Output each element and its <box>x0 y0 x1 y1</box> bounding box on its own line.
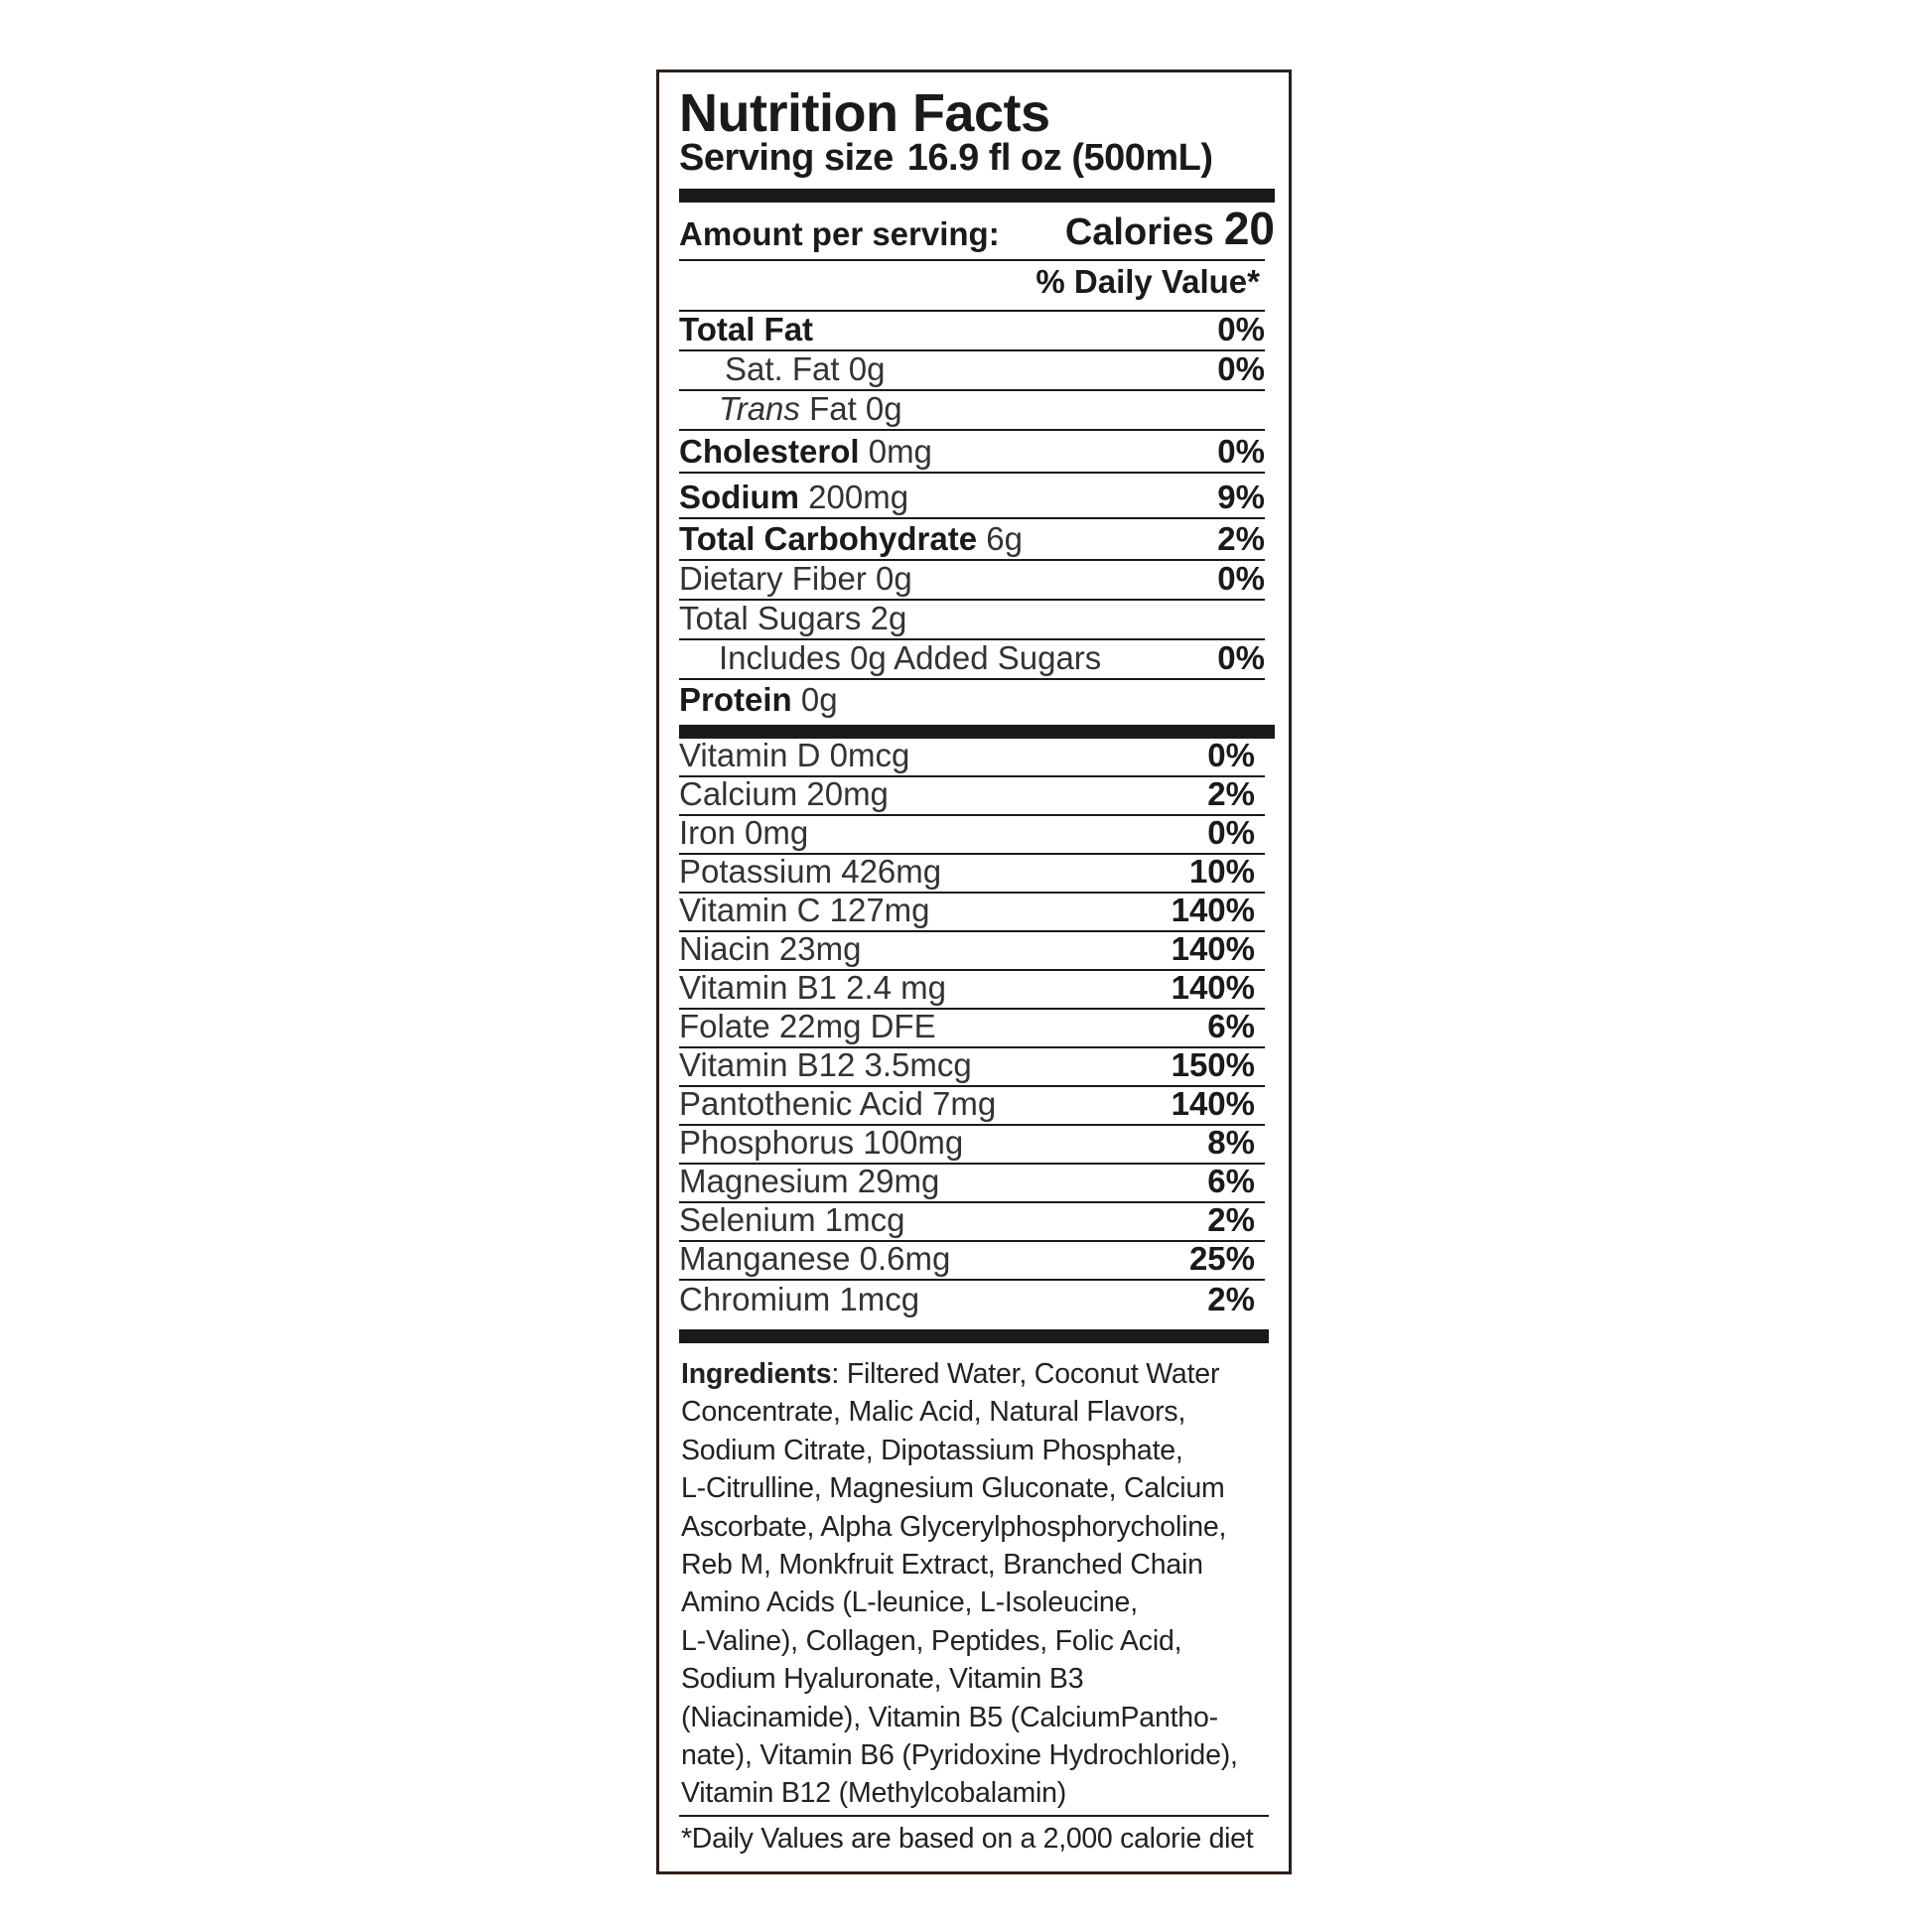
nutrient-row-cholesterol <box>679 431 1265 474</box>
ingredients-text <box>681 1355 1277 1813</box>
daily-value-footnote: *Daily Values are based on a 2,000 calorie diet <box>681 1823 1254 1855</box>
nutrient-row-added-sugars <box>679 640 1265 680</box>
nutrient-amount: Fat 0g <box>799 390 902 428</box>
vitamin-pct: 0% <box>1207 814 1255 852</box>
ingredients-line: Sodium Citrate, Dipotassium Phosphate, <box>681 1434 1183 1466</box>
vitamin-name: Pantothenic Acid 7mg <box>679 1085 997 1123</box>
vitamin-row <box>679 1126 1265 1165</box>
nutrient-amount: 6g <box>977 520 1023 558</box>
ingredients-line: Ascorbate, Alpha Glycerylphosphorycholine, <box>681 1510 1227 1543</box>
nutrient-row-dietary-fiber <box>679 561 1265 601</box>
vitamin-row <box>679 1048 1265 1087</box>
ingredients-line: Sodium Hyaluronate, Vitamin B3 <box>681 1663 1084 1696</box>
ingredients-line: nate), Vitamin B6 (Pyridoxine Hydrochloride), <box>681 1739 1238 1772</box>
vitamin-name: Vitamin C 127mg <box>679 892 930 929</box>
vitamin-name: Chromium 1mcg <box>679 1281 920 1318</box>
vitamin-pct: 140% <box>1171 1085 1255 1123</box>
vitamin-row <box>679 932 1265 971</box>
vitamin-name: Potassium 426mg <box>679 853 942 891</box>
vitamin-name: Vitamin B1 2.4 mg <box>679 969 947 1007</box>
vitamin-name: Iron 0mg <box>679 814 809 852</box>
vitamin-pct: 2% <box>1207 1201 1255 1239</box>
vitamin-row <box>679 971 1265 1010</box>
nutrient-name: Sat. Fat 0g <box>725 350 886 388</box>
divider <box>679 259 1265 261</box>
vitamin-name: Folate 22mg DFE <box>679 1008 936 1045</box>
serving-size <box>679 138 1213 180</box>
ingredients-line: L-Valine), Collagen, Peptides, Folic Acid, <box>681 1624 1182 1657</box>
calories <box>1065 202 1275 255</box>
divider <box>679 1815 1269 1817</box>
vitamin-name: Magnesium 29mg <box>679 1163 940 1200</box>
nutrient-name: Sodium <box>679 479 799 516</box>
nutrient-pct: 0% <box>1217 311 1265 348</box>
vitamin-name: Vitamin B12 3.5mcg <box>679 1046 972 1084</box>
thick-divider <box>679 1329 1269 1343</box>
ingredients-line: (Niacinamide), Vitamin B5 (CalciumPantho- <box>681 1701 1218 1733</box>
nutrient-row-protein <box>679 680 1265 720</box>
nutrient-row-sat-fat <box>679 351 1265 391</box>
nutrient-pct: 0% <box>1217 560 1265 598</box>
ingredients-label: Ingredients <box>681 1358 832 1390</box>
vitamin-pct: 2% <box>1207 1281 1255 1318</box>
nutrient-row-total-fat <box>679 312 1265 351</box>
nutrient-name: Total Carbohydrate <box>679 520 978 558</box>
nutrient-name: Total Fat <box>679 311 814 348</box>
nutrient-amount: 200mg <box>799 479 909 516</box>
thick-divider <box>679 189 1275 203</box>
vitamin-row <box>679 739 1265 777</box>
vitamin-pct: 2% <box>1207 775 1255 813</box>
vitamin-pct: 25% <box>1188 1240 1255 1278</box>
vitamin-row <box>679 1281 1265 1319</box>
vitamin-name: Calcium 20mg <box>679 775 889 813</box>
nutrition-facts-label <box>656 69 1292 1874</box>
nutrient-name: Total Sugars 2g <box>679 600 907 637</box>
vitamin-row <box>679 777 1265 816</box>
ingredients-line: Vitamin B12 (Methylcobalamin) <box>681 1777 1067 1810</box>
vitamin-pct: 10% <box>1188 853 1255 891</box>
vitamin-name: Niacin 23mg <box>679 930 862 968</box>
vitamin-pct: 150% <box>1171 1046 1255 1084</box>
vitamin-name: Vitamin D 0mcg <box>679 737 910 774</box>
nutrient-pct: 0% <box>1217 639 1265 677</box>
nutrient-name: Includes 0g Added Sugars <box>719 639 1102 677</box>
vitamin-row <box>679 855 1265 894</box>
vitamin-pct: 140% <box>1171 930 1255 968</box>
vitamin-row <box>679 816 1265 855</box>
vitamin-pct: 8% <box>1207 1124 1255 1162</box>
vitamin-row <box>679 1165 1265 1203</box>
nutrient-pct: 2% <box>1217 520 1265 558</box>
vitamin-row <box>679 1203 1265 1242</box>
nutrient-pct: 0% <box>1217 433 1265 471</box>
vitamin-pct: 0% <box>1207 737 1255 774</box>
calories-label: Calories <box>1064 211 1214 253</box>
nutrient-name: Cholesterol <box>679 433 860 471</box>
vitamin-row <box>679 1242 1265 1281</box>
daily-value-header: % Daily Value* <box>1035 263 1260 300</box>
vitamin-row <box>679 1087 1265 1126</box>
nutrient-amount: 0g <box>791 681 838 719</box>
amount-per-serving-label: Amount per serving: <box>679 215 1000 252</box>
vitamin-pct: 140% <box>1171 892 1255 929</box>
ingredients-line: Concentrate, Malic Acid, Natural Flavors, <box>681 1396 1186 1429</box>
ingredients-line: Amino Acids (L-leunice, L-Isoleucine, <box>681 1587 1138 1619</box>
calories-row <box>679 203 1275 257</box>
nutrient-amount: 0mg <box>859 433 932 471</box>
nutrient-pct: 9% <box>1217 479 1265 516</box>
vitamin-name: Phosphorus 100mg <box>679 1124 964 1162</box>
nutrient-name: Dietary Fiber 0g <box>679 560 912 598</box>
vitamin-pct: 140% <box>1171 969 1255 1007</box>
serving-size-value: 16.9 fl oz (500mL) <box>906 137 1213 179</box>
vitamin-name: Selenium 1mcg <box>679 1201 905 1239</box>
nutrient-row-total-sugars <box>679 601 1265 640</box>
label-title: Nutrition Facts <box>679 83 1050 143</box>
vitamin-name: Manganese 0.6mg <box>679 1240 951 1278</box>
nutrient-row-total-carbohydrate <box>679 519 1265 561</box>
serving-size-label: Serving size <box>679 137 894 179</box>
nutrient-row-trans-fat <box>679 391 1265 431</box>
nutrient-name: Trans <box>719 390 800 428</box>
ingredients-line: Reb M, Monkfruit Extract, Branched Chain <box>681 1549 1203 1582</box>
nutrient-pct: 0% <box>1217 350 1265 388</box>
nutrient-name: Protein <box>679 681 792 719</box>
vitamin-row <box>679 894 1265 932</box>
vitamin-pct: 6% <box>1207 1008 1255 1045</box>
ingredients-line: L-Citrulline, Magnesium Gluconate, Calcium <box>681 1472 1225 1505</box>
ingredients-line: Ingredients: Filtered Water, Coconut Water <box>681 1358 1220 1390</box>
vitamin-pct: 6% <box>1207 1163 1255 1200</box>
calories-value: 20 <box>1223 203 1275 254</box>
vitamin-row <box>679 1010 1265 1048</box>
nutrient-row-sodium <box>679 474 1265 519</box>
